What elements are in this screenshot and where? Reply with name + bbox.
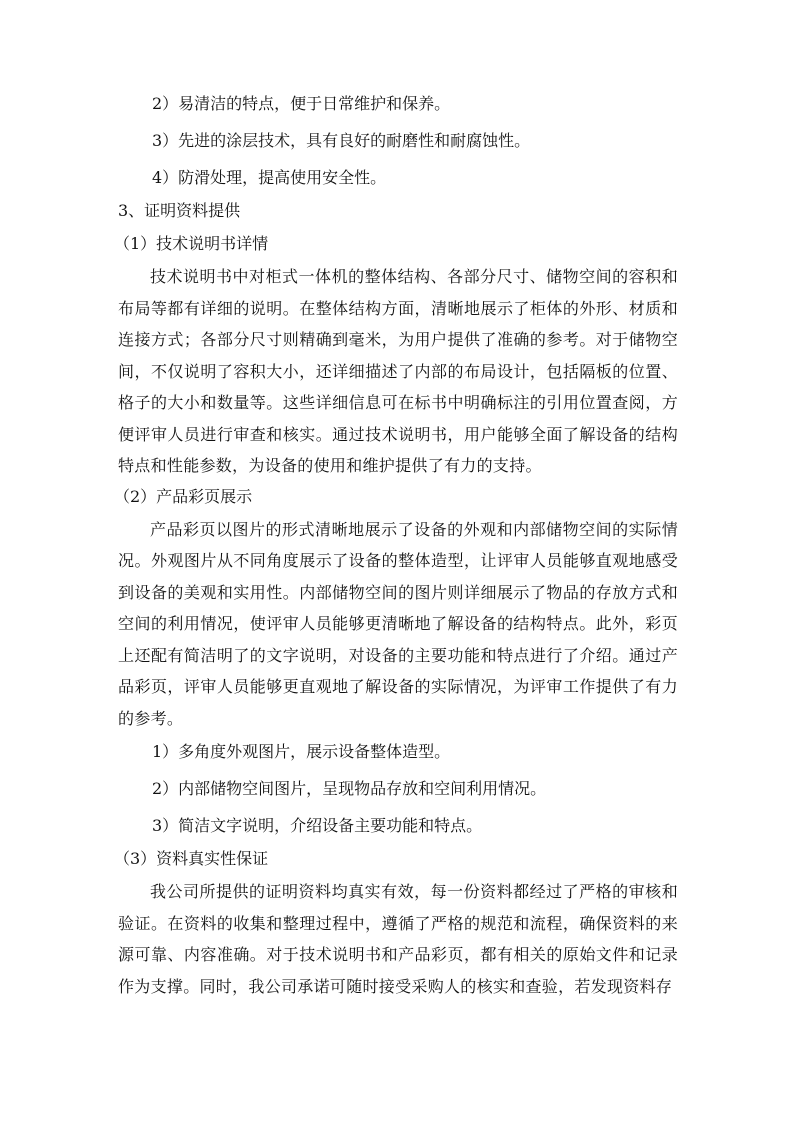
- paragraph-brochure: 产品彩页以图片的形式清晰地展示了设备的外观和内部储物空间的实际情况。外观图片从不同角度展示了设备的整体造型，让评审人员能够直观地感受到设备的美观和实用性。内部储物空间的图片则详细展示了物品的存放方式和空间的利用情况，使评审人员能够更清晰地了解设备的结构特点。此外，彩页上还配有简洁明了的文字说明，对设备的主要功能和特点进行了介绍。通过产品彩页，评审人员能够更直观地了解设备的实际情况，为评审工作提供了有力的参考。: [118, 519, 678, 728]
- list-item: 2）内部储物空间图片，呈现物品存放和空间利用情况。: [152, 779, 547, 798]
- list-item: 3）先进的涂层技术，具有良好的耐磨性和耐腐蚀性。: [152, 131, 531, 150]
- section-heading: 3、证明资料提供: [118, 201, 241, 220]
- subsection-heading-brochure: （2）产品彩页展示: [114, 486, 253, 506]
- paragraph-tech-manual: 技术说明书中对柜式一体机的整体结构、各部分尺寸、储物空间的容积和布局等都有详细的说明。在整体结构方面，清晰地展示了柜体的外形、材质和连接方式；各部分尺寸则精确到毫米，为用户提供了准确的参考。对于储物空间，不仅说明了容积大小，还详细描述了内部的布局设计，包括隔板的位置、格子的大小和数量等。这些详细信息可在标书中明确标注的引用位置查阅，方便评审人员进行审查和核实。通过技术说明书，用户能够全面了解设备的结构特点和性能参数，为设备的使用和维护提供了有力的支持。: [118, 267, 678, 475]
- list-item: 1）多角度外观图片，展示设备整体造型。: [152, 742, 451, 761]
- document-body: [114, 94, 678, 1007]
- subsection-heading-tech-manual: （1）技术说明书详情: [114, 234, 269, 253]
- list-item: 2）易清洁的特点，便于日常维护和保养。: [152, 94, 451, 113]
- list-item: 3）简洁文字说明，介绍设备主要功能和特点。: [152, 816, 483, 835]
- paragraph-authenticity: 我公司所提供的证明资料均真实有效，每一份资料都经过了严格的审核和验证。在资料的收集和整理过程中，遵循了严格的规范和流程，确保资料的来源可靠、内容准确。对于技术说明书和产品彩页，都有相关的原始文件和记录作为支撑。同时，我公司承诺可随时接受采购人的核实和查验，若发现资料存: [118, 882, 678, 996]
- list-item: 4）防滑处理，提高使用安全性。: [152, 168, 387, 187]
- subsection-heading-authenticity: （3）资料真实性保证: [114, 849, 269, 868]
